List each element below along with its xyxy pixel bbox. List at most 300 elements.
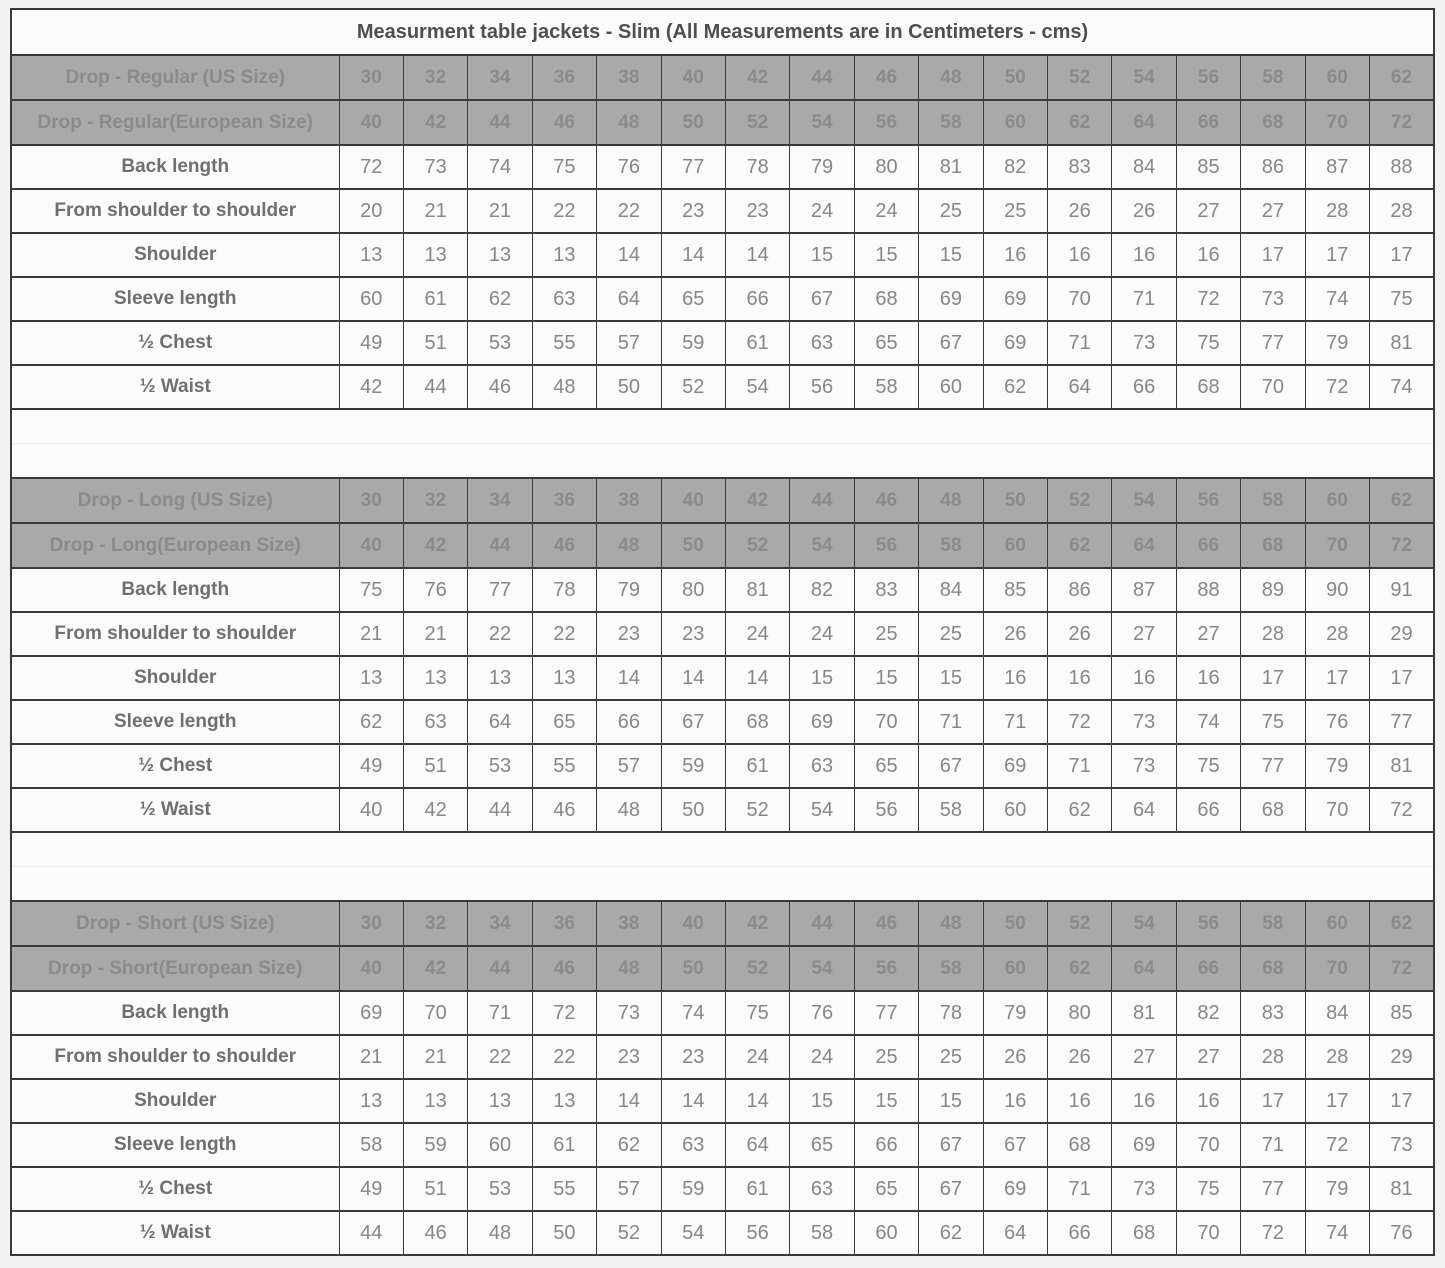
table-title-row — [11, 9, 1434, 55]
spacer-cell — [11, 832, 1434, 867]
eu-size-cell: 40 — [339, 100, 403, 145]
measurement-value-cell: 77 — [1370, 700, 1435, 744]
us-size-cell: 54 — [1112, 55, 1176, 100]
measurement-value-cell: 40 — [339, 788, 403, 832]
eu-size-cell: 60 — [983, 100, 1047, 145]
measurement-value-cell: 26 — [1047, 612, 1111, 656]
eu-size-cell: 48 — [597, 946, 661, 991]
measurement-value-cell: 82 — [983, 145, 1047, 189]
measurement-value-cell: 62 — [919, 1211, 983, 1255]
us-size-cell: 42 — [725, 478, 789, 523]
measurement-value-cell: 64 — [1112, 788, 1176, 832]
measurement-value-cell: 56 — [790, 365, 854, 409]
measurement-label: Shoulder — [11, 1079, 339, 1123]
measurement-value-cell: 22 — [468, 1035, 532, 1079]
us-size-cell: 30 — [339, 901, 403, 946]
measurement-value-cell: 70 — [1176, 1211, 1240, 1255]
measurement-value-cell: 72 — [1176, 277, 1240, 321]
us-size-cell: 34 — [468, 55, 532, 100]
measurement-value-cell: 63 — [790, 1167, 854, 1211]
eu-size-cell: 52 — [725, 523, 789, 568]
measurement-value-cell: 16 — [1112, 656, 1176, 700]
measurement-value-cell: 66 — [1112, 365, 1176, 409]
measurement-value-cell: 14 — [661, 233, 725, 277]
measurement-value-cell: 63 — [661, 1123, 725, 1167]
measurement-value-cell: 60 — [468, 1123, 532, 1167]
size-header-eu-long — [11, 523, 1434, 568]
us-size-cell: 56 — [1176, 55, 1240, 100]
eu-size-cell: 48 — [597, 100, 661, 145]
measurement-value-cell: 13 — [468, 233, 532, 277]
measurement-value-cell: 13 — [403, 1079, 467, 1123]
measurement-value-cell: 23 — [597, 1035, 661, 1079]
measurement-value-cell: 67 — [790, 277, 854, 321]
measurement-value-cell: 56 — [725, 1211, 789, 1255]
measurement-value-cell: 85 — [1176, 145, 1240, 189]
measurement-value-cell: 75 — [1176, 321, 1240, 365]
measurement-value-cell: 64 — [468, 700, 532, 744]
measurement-value-cell: 28 — [1241, 1035, 1305, 1079]
measurement-value-cell: 68 — [1112, 1211, 1176, 1255]
measurement-value-cell: 13 — [403, 656, 467, 700]
measurement-value-cell: 16 — [1047, 233, 1111, 277]
measurement-value-cell: 26 — [1047, 1035, 1111, 1079]
eu-size-cell: 66 — [1176, 100, 1240, 145]
measurement-value-cell: 29 — [1370, 612, 1435, 656]
measurement-value-cell: 53 — [468, 744, 532, 788]
eu-size-label: Drop - Short(European Size) — [11, 946, 339, 991]
measurement-value-cell: 72 — [532, 991, 596, 1035]
measurement-value-cell: 15 — [854, 233, 918, 277]
size-header-us-long — [11, 478, 1434, 523]
size-header-eu-regular — [11, 100, 1434, 145]
measurement-value-cell: 80 — [661, 568, 725, 612]
measurement-value-cell: 58 — [339, 1123, 403, 1167]
measurement-value-cell: 59 — [661, 744, 725, 788]
measurement-value-cell: 84 — [1112, 145, 1176, 189]
measurement-value-cell: 64 — [597, 277, 661, 321]
measurement-value-cell: 22 — [532, 612, 596, 656]
section-spacer-row — [11, 409, 1434, 444]
measurement-label: ½ Chest — [11, 744, 339, 788]
measurement-value-cell: 15 — [790, 233, 854, 277]
measurement-value-cell: 28 — [1305, 189, 1369, 233]
us-size-cell: 62 — [1370, 55, 1435, 100]
measurement-value-cell: 51 — [403, 321, 467, 365]
measurement-row — [11, 145, 1434, 189]
measurement-value-cell: 84 — [919, 568, 983, 612]
eu-size-cell: 46 — [532, 946, 596, 991]
us-size-cell: 48 — [919, 901, 983, 946]
eu-size-cell: 42 — [403, 523, 467, 568]
measurement-value-cell: 83 — [1241, 991, 1305, 1035]
eu-size-cell: 46 — [532, 523, 596, 568]
measurement-value-cell: 70 — [1176, 1123, 1240, 1167]
measurement-value-cell: 73 — [1112, 1167, 1176, 1211]
measurement-value-cell: 15 — [854, 1079, 918, 1123]
measurement-value-cell: 65 — [854, 744, 918, 788]
us-size-cell: 60 — [1305, 478, 1369, 523]
measurement-value-cell: 79 — [790, 145, 854, 189]
measurement-value-cell: 76 — [790, 991, 854, 1035]
measurement-row — [11, 612, 1434, 656]
measurement-value-cell: 13 — [339, 656, 403, 700]
measurement-value-cell: 71 — [1112, 277, 1176, 321]
measurement-value-cell: 17 — [1370, 233, 1435, 277]
measurement-value-cell: 80 — [1047, 991, 1111, 1035]
measurement-value-cell: 81 — [1370, 1167, 1435, 1211]
measurement-value-cell: 13 — [532, 233, 596, 277]
measurement-value-cell: 26 — [983, 1035, 1047, 1079]
measurement-label: Back length — [11, 568, 339, 612]
measurement-value-cell: 27 — [1176, 612, 1240, 656]
measurement-value-cell: 73 — [1112, 700, 1176, 744]
measurement-row — [11, 189, 1434, 233]
measurement-value-cell: 27 — [1241, 189, 1305, 233]
us-size-cell: 36 — [532, 901, 596, 946]
us-size-cell: 34 — [468, 478, 532, 523]
measurement-value-cell: 26 — [1112, 189, 1176, 233]
measurement-value-cell: 77 — [854, 991, 918, 1035]
measurement-value-cell: 77 — [468, 568, 532, 612]
measurement-value-cell: 68 — [854, 277, 918, 321]
measurement-value-cell: 59 — [661, 321, 725, 365]
measurement-value-cell: 71 — [1047, 744, 1111, 788]
measurement-value-cell: 77 — [1241, 321, 1305, 365]
measurement-row — [11, 365, 1434, 409]
measurement-value-cell: 14 — [725, 656, 789, 700]
measurement-value-cell: 50 — [661, 788, 725, 832]
us-size-cell: 54 — [1112, 901, 1176, 946]
measurement-value-cell: 13 — [339, 233, 403, 277]
measurement-value-cell: 82 — [1176, 991, 1240, 1035]
measurement-value-cell: 66 — [725, 277, 789, 321]
us-size-label: Drop - Short (US Size) — [11, 901, 339, 946]
measurement-value-cell: 17 — [1305, 656, 1369, 700]
measurement-label: ½ Waist — [11, 1211, 339, 1255]
us-size-cell: 58 — [1241, 901, 1305, 946]
measurement-label: Sleeve length — [11, 277, 339, 321]
measurement-value-cell: 88 — [1176, 568, 1240, 612]
measurement-value-cell: 75 — [1241, 700, 1305, 744]
measurement-value-cell: 25 — [983, 189, 1047, 233]
measurement-value-cell: 14 — [597, 656, 661, 700]
measurement-value-cell: 15 — [790, 1079, 854, 1123]
size-header-eu-short — [11, 946, 1434, 991]
measurement-row — [11, 991, 1434, 1035]
measurement-value-cell: 48 — [468, 1211, 532, 1255]
measurement-row — [11, 568, 1434, 612]
measurement-value-cell: 76 — [597, 145, 661, 189]
measurement-value-cell: 83 — [854, 568, 918, 612]
us-size-cell: 60 — [1305, 55, 1369, 100]
measurement-value-cell: 27 — [1176, 1035, 1240, 1079]
measurement-value-cell: 74 — [1305, 1211, 1369, 1255]
eu-size-cell: 62 — [1047, 100, 1111, 145]
measurement-value-cell: 21 — [339, 1035, 403, 1079]
measurement-value-cell: 81 — [725, 568, 789, 612]
size-header-us-regular — [11, 55, 1434, 100]
eu-size-cell: 46 — [532, 100, 596, 145]
measurement-value-cell: 59 — [403, 1123, 467, 1167]
measurement-value-cell: 75 — [339, 568, 403, 612]
measurement-row — [11, 1123, 1434, 1167]
measurement-row — [11, 277, 1434, 321]
measurement-value-cell: 44 — [339, 1211, 403, 1255]
measurement-value-cell: 70 — [854, 700, 918, 744]
measurement-value-cell: 71 — [468, 991, 532, 1035]
measurement-value-cell: 46 — [403, 1211, 467, 1255]
eu-size-cell: 44 — [468, 523, 532, 568]
measurement-value-cell: 69 — [983, 321, 1047, 365]
measurement-value-cell: 69 — [919, 277, 983, 321]
measurement-value-cell: 61 — [532, 1123, 596, 1167]
measurement-value-cell: 67 — [919, 1167, 983, 1211]
measurement-value-cell: 14 — [725, 233, 789, 277]
measurement-value-cell: 75 — [1176, 744, 1240, 788]
measurement-value-cell: 64 — [983, 1211, 1047, 1255]
eu-size-cell: 58 — [919, 946, 983, 991]
measurement-value-cell: 68 — [1176, 365, 1240, 409]
measurement-value-cell: 25 — [854, 1035, 918, 1079]
measurement-value-cell: 14 — [597, 1079, 661, 1123]
spacer-cell — [11, 867, 1434, 902]
measurement-value-cell: 24 — [725, 612, 789, 656]
measurement-value-cell: 74 — [1370, 365, 1435, 409]
measurement-value-cell: 14 — [597, 233, 661, 277]
measurement-value-cell: 67 — [661, 700, 725, 744]
measurement-label: ½ Waist — [11, 365, 339, 409]
measurement-value-cell: 51 — [403, 744, 467, 788]
us-size-cell: 40 — [661, 901, 725, 946]
eu-size-cell: 52 — [725, 100, 789, 145]
measurement-value-cell: 74 — [468, 145, 532, 189]
measurement-value-cell: 63 — [403, 700, 467, 744]
eu-size-cell: 68 — [1241, 100, 1305, 145]
measurement-value-cell: 77 — [1241, 1167, 1305, 1211]
measurement-value-cell: 66 — [854, 1123, 918, 1167]
measurement-value-cell: 44 — [403, 365, 467, 409]
measurement-value-cell: 68 — [725, 700, 789, 744]
measurement-value-cell: 72 — [1305, 1123, 1369, 1167]
measurement-value-cell: 84 — [1305, 991, 1369, 1035]
measurement-value-cell: 53 — [468, 321, 532, 365]
eu-size-cell: 64 — [1112, 100, 1176, 145]
measurement-value-cell: 62 — [1047, 788, 1111, 832]
measurement-value-cell: 91 — [1370, 568, 1435, 612]
eu-size-cell: 54 — [790, 523, 854, 568]
measurement-value-cell: 46 — [468, 365, 532, 409]
measurement-value-cell: 62 — [983, 365, 1047, 409]
us-size-cell: 48 — [919, 55, 983, 100]
measurement-value-cell: 73 — [597, 991, 661, 1035]
measurement-value-cell: 25 — [854, 612, 918, 656]
measurement-value-cell: 67 — [919, 1123, 983, 1167]
eu-size-cell: 66 — [1176, 523, 1240, 568]
eu-size-cell: 56 — [854, 100, 918, 145]
measurement-value-cell: 13 — [468, 656, 532, 700]
us-size-cell: 32 — [403, 901, 467, 946]
measurement-value-cell: 75 — [1370, 277, 1435, 321]
measurement-value-cell: 89 — [1241, 568, 1305, 612]
us-size-cell: 40 — [661, 478, 725, 523]
eu-size-cell: 50 — [661, 100, 725, 145]
measurement-value-cell: 25 — [919, 189, 983, 233]
measurement-value-cell: 78 — [919, 991, 983, 1035]
measurement-value-cell: 14 — [661, 1079, 725, 1123]
measurement-value-cell: 70 — [1047, 277, 1111, 321]
measurement-row — [11, 744, 1434, 788]
measurement-value-cell: 60 — [983, 788, 1047, 832]
measurement-value-cell: 60 — [919, 365, 983, 409]
measurement-value-cell: 17 — [1305, 1079, 1369, 1123]
eu-size-cell: 72 — [1370, 100, 1435, 145]
us-size-cell: 52 — [1047, 478, 1111, 523]
measurement-value-cell: 14 — [661, 656, 725, 700]
us-size-cell: 38 — [597, 55, 661, 100]
measurement-value-cell: 74 — [1176, 700, 1240, 744]
measurement-value-cell: 73 — [1370, 1123, 1435, 1167]
measurement-value-cell: 26 — [983, 612, 1047, 656]
measurement-value-cell: 69 — [983, 1167, 1047, 1211]
measurement-value-cell: 49 — [339, 321, 403, 365]
measurement-value-cell: 72 — [1241, 1211, 1305, 1255]
eu-size-cell: 64 — [1112, 523, 1176, 568]
us-size-cell: 56 — [1176, 478, 1240, 523]
measurement-value-cell: 54 — [725, 365, 789, 409]
measurement-value-cell: 60 — [854, 1211, 918, 1255]
measurement-value-cell: 59 — [661, 1167, 725, 1211]
measurement-value-cell: 61 — [725, 1167, 789, 1211]
measurement-label: Shoulder — [11, 656, 339, 700]
measurement-value-cell: 66 — [597, 700, 661, 744]
measurement-value-cell: 24 — [790, 1035, 854, 1079]
measurement-value-cell: 65 — [661, 277, 725, 321]
measurement-value-cell: 65 — [790, 1123, 854, 1167]
us-size-cell: 58 — [1241, 478, 1305, 523]
measurement-value-cell: 57 — [597, 1167, 661, 1211]
measurement-row — [11, 700, 1434, 744]
eu-size-label: Drop - Regular(European Size) — [11, 100, 339, 145]
measurement-value-cell: 29 — [1370, 1035, 1435, 1079]
eu-size-cell: 40 — [339, 946, 403, 991]
eu-size-cell: 44 — [468, 946, 532, 991]
measurement-value-cell: 54 — [661, 1211, 725, 1255]
eu-size-cell: 62 — [1047, 946, 1111, 991]
eu-size-cell: 44 — [468, 100, 532, 145]
measurement-value-cell: 71 — [1047, 1167, 1111, 1211]
us-size-cell: 36 — [532, 55, 596, 100]
measurement-value-cell: 90 — [1305, 568, 1369, 612]
eu-size-cell: 64 — [1112, 946, 1176, 991]
measurement-row — [11, 233, 1434, 277]
measurement-value-cell: 16 — [1176, 656, 1240, 700]
measurement-value-cell: 49 — [339, 744, 403, 788]
measurement-value-cell: 65 — [854, 1167, 918, 1211]
eu-size-cell: 60 — [983, 523, 1047, 568]
measurement-value-cell: 57 — [597, 321, 661, 365]
measurement-label: Shoulder — [11, 233, 339, 277]
measurement-value-cell: 15 — [919, 233, 983, 277]
us-size-cell: 60 — [1305, 901, 1369, 946]
measurement-value-cell: 25 — [919, 1035, 983, 1079]
measurement-value-cell: 60 — [339, 277, 403, 321]
measurement-value-cell: 24 — [790, 189, 854, 233]
measurement-row — [11, 1211, 1434, 1255]
measurement-value-cell: 22 — [532, 1035, 596, 1079]
measurement-table — [10, 8, 1435, 1256]
measurement-value-cell: 68 — [1047, 1123, 1111, 1167]
section-spacer-row — [11, 444, 1434, 479]
eu-size-cell: 54 — [790, 946, 854, 991]
measurement-value-cell: 16 — [1047, 1079, 1111, 1123]
measurement-value-cell: 15 — [919, 1079, 983, 1123]
measurement-value-cell: 54 — [790, 788, 854, 832]
measurement-value-cell: 65 — [854, 321, 918, 365]
measurement-value-cell: 62 — [468, 277, 532, 321]
us-size-cell: 48 — [919, 478, 983, 523]
measurement-value-cell: 27 — [1112, 612, 1176, 656]
measurement-value-cell: 55 — [532, 321, 596, 365]
measurement-value-cell: 81 — [1370, 321, 1435, 365]
measurement-label: Back length — [11, 991, 339, 1035]
section-spacer-row — [11, 832, 1434, 867]
us-size-label: Drop - Regular (US Size) — [11, 55, 339, 100]
measurement-label: Back length — [11, 145, 339, 189]
eu-size-cell: 68 — [1241, 946, 1305, 991]
measurement-row — [11, 788, 1434, 832]
us-size-cell: 34 — [468, 901, 532, 946]
measurement-value-cell: 85 — [983, 568, 1047, 612]
measurement-value-cell: 15 — [919, 656, 983, 700]
measurement-value-cell: 16 — [1047, 656, 1111, 700]
measurement-value-cell: 22 — [597, 189, 661, 233]
measurement-label: ½ Waist — [11, 788, 339, 832]
measurement-value-cell: 25 — [919, 612, 983, 656]
measurement-value-cell: 61 — [725, 321, 789, 365]
eu-size-cell: 40 — [339, 523, 403, 568]
measurement-value-cell: 76 — [403, 568, 467, 612]
measurement-value-cell: 71 — [983, 700, 1047, 744]
measurement-value-cell: 70 — [403, 991, 467, 1035]
us-size-cell: 54 — [1112, 478, 1176, 523]
measurement-value-cell: 77 — [1241, 744, 1305, 788]
us-size-cell: 44 — [790, 55, 854, 100]
measurement-value-cell: 46 — [532, 788, 596, 832]
measurement-value-cell: 24 — [725, 1035, 789, 1079]
us-size-cell: 36 — [532, 478, 596, 523]
us-size-cell: 50 — [983, 55, 1047, 100]
measurement-value-cell: 21 — [339, 612, 403, 656]
spacer-cell — [11, 409, 1434, 444]
measurement-value-cell: 20 — [339, 189, 403, 233]
measurement-value-cell: 21 — [403, 189, 467, 233]
measurement-value-cell: 24 — [854, 189, 918, 233]
measurement-value-cell: 72 — [1047, 700, 1111, 744]
measurement-value-cell: 21 — [403, 1035, 467, 1079]
eu-size-cell: 70 — [1305, 100, 1369, 145]
measurement-row — [11, 1167, 1434, 1211]
measurement-value-cell: 21 — [403, 612, 467, 656]
measurement-value-cell: 71 — [1047, 321, 1111, 365]
measurement-value-cell: 68 — [1241, 788, 1305, 832]
measurement-value-cell: 69 — [983, 277, 1047, 321]
measurement-value-cell: 81 — [1370, 744, 1435, 788]
measurement-value-cell: 64 — [1047, 365, 1111, 409]
measurement-value-cell: 79 — [1305, 321, 1369, 365]
eu-size-cell: 50 — [661, 523, 725, 568]
measurement-value-cell: 64 — [725, 1123, 789, 1167]
